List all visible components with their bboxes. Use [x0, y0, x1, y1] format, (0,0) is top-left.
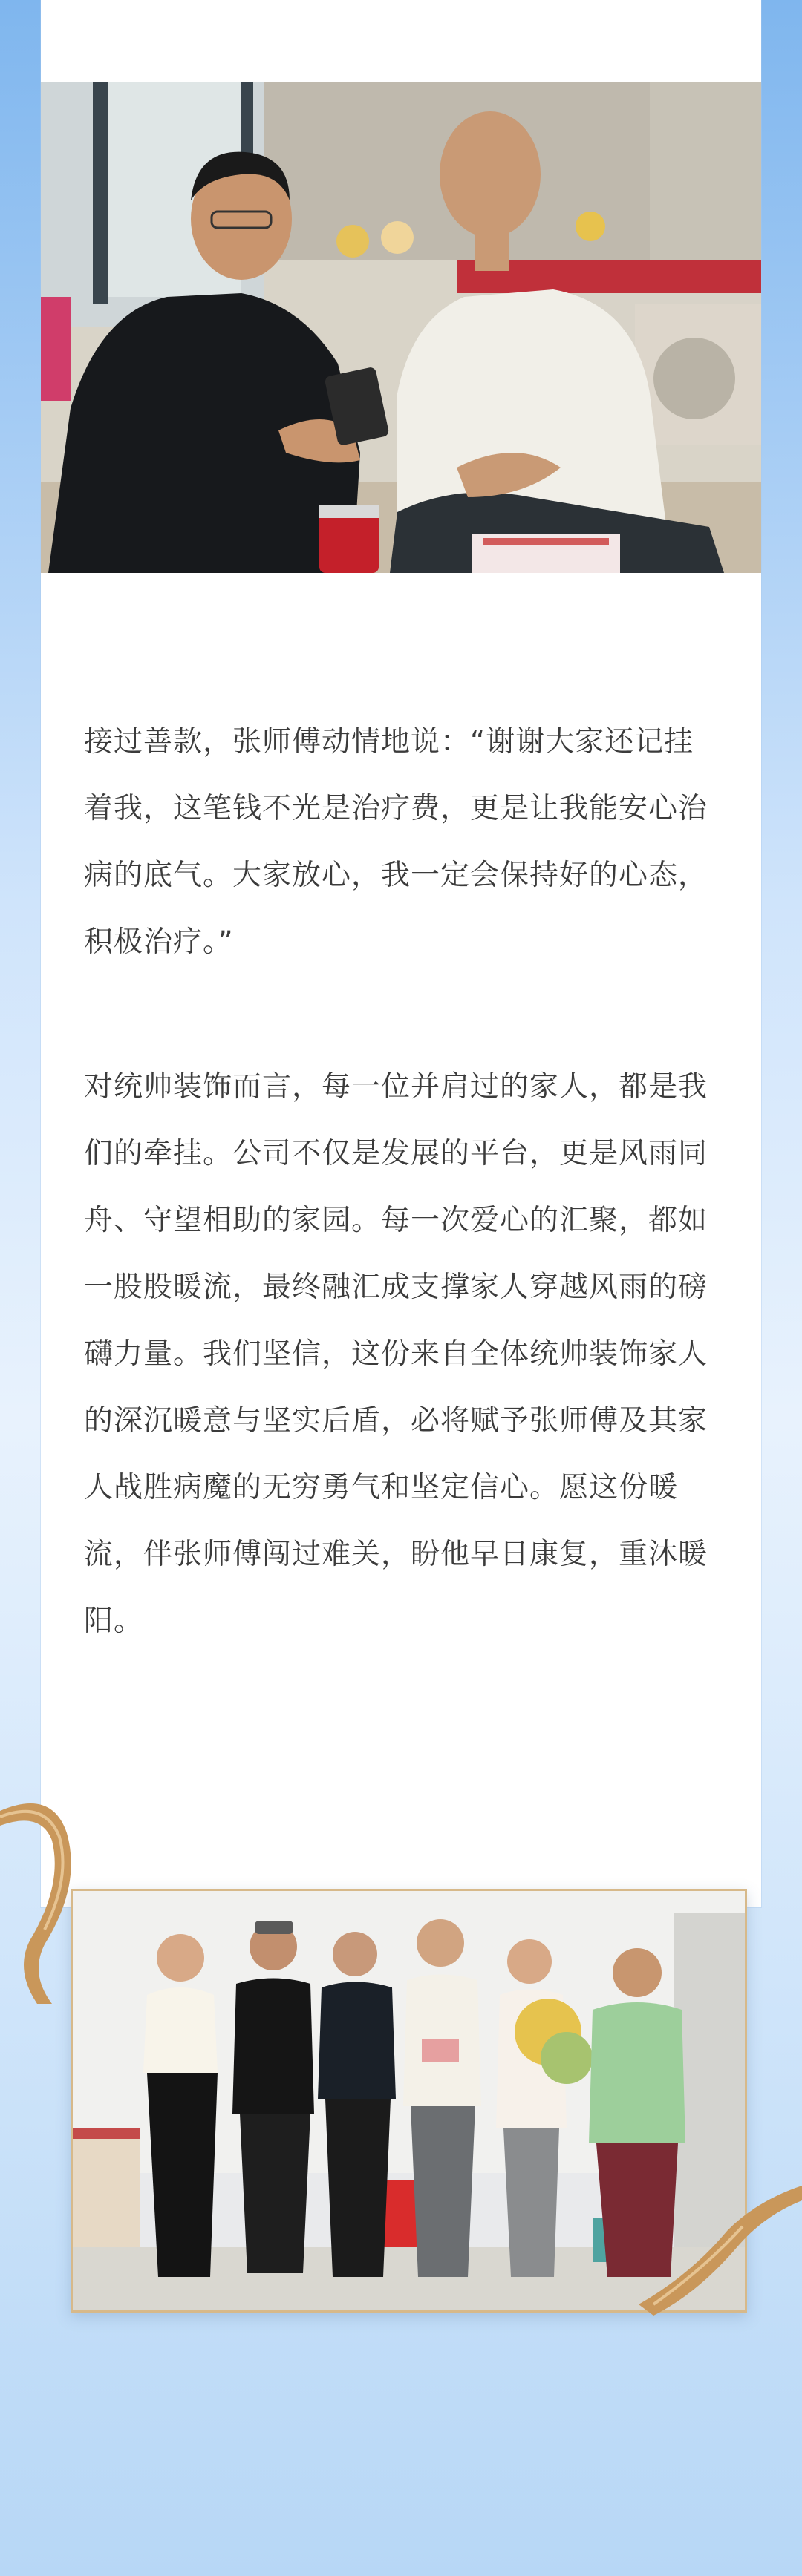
top-photo	[41, 82, 761, 573]
gold-ribbon-right	[639, 2186, 802, 2327]
paragraph-thanks: 接过善款，张师傅动情地说：“谢谢大家还记挂着我，这笔钱不光是治疗费，更是让我能安心治病的底气。大家放心，我一定会保持好的心态，积极治疗。”	[84, 725, 708, 959]
paragraph-company: 对统帅装饰而言，每一位并肩过的家人，都是我们的牵挂。公司不仅是发展的平台，更是风雨同舟、守望相助的家园。每一次爱心的汇聚，都如一股股暖流，最终融汇成支撑家人穿越风雨的磅礴力量。我们坚信，这份来自全体统帅装饰家人的深沉暖意与坚实后盾，必将赋予张师傅及其家人战胜病魔的无穷勇气和坚定信心。愿这份暖流，伴张师傅闯过难关，盼他早日康复，重沐暖阳。	[84, 1070, 708, 1638]
